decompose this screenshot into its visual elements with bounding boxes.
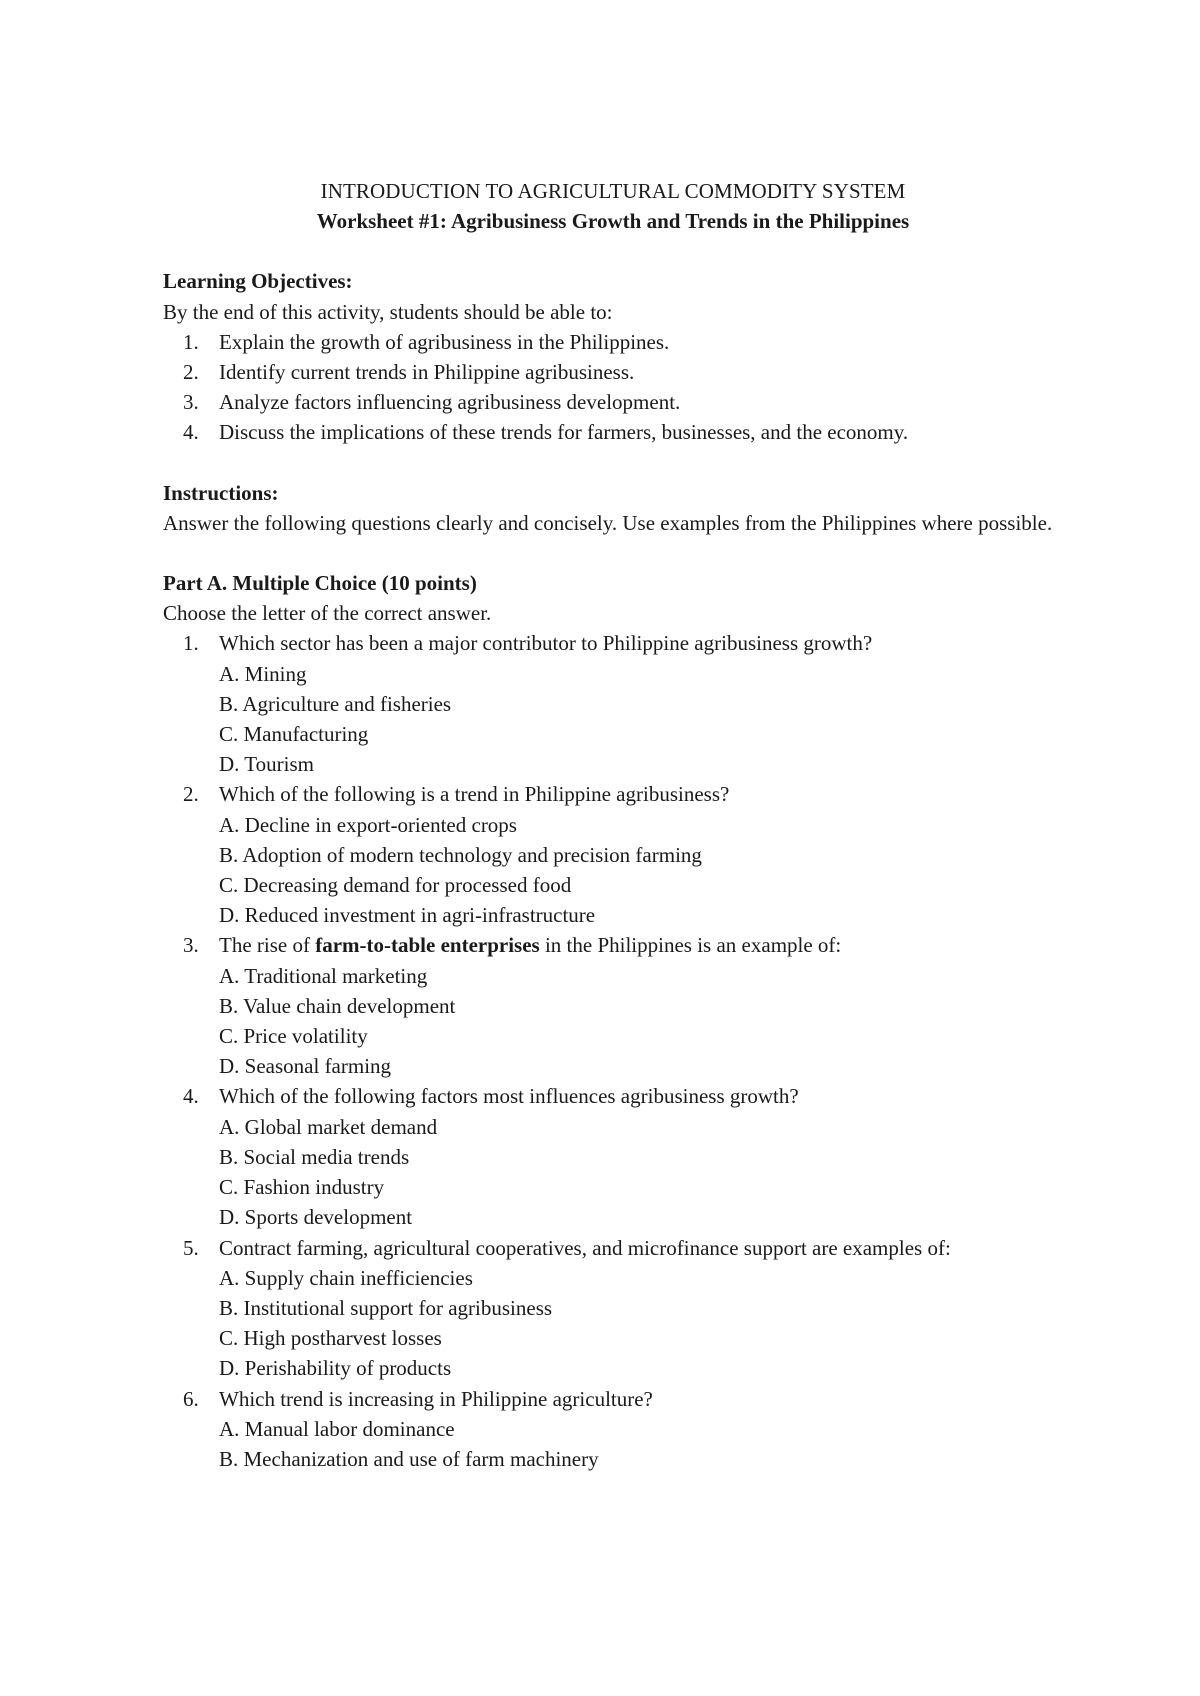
question-item: 5. Contract farming, agricultural cooperatives, and microfinance support are examples of: A. Supply chain inefficiencies B. Institutional support for agribusiness C. High postharvest losses D. Perishability of products (163, 1233, 1063, 1384)
answer-option: B. Institutional support for agribusiness (219, 1295, 553, 1320)
answer-option: C. Decreasing demand for processed food (219, 873, 572, 898)
objectives-list (163, 327, 1063, 448)
answer-option: B. Value chain development (219, 993, 456, 1018)
question-text: Which of the following factors most influences agribusiness growth? (219, 1084, 799, 1109)
instructions-heading: Instructions: (163, 480, 279, 505)
objectives-intro: By the end of this activity, students should be able to: (163, 299, 613, 324)
answer-option: D. Perishability of products (219, 1356, 452, 1381)
question-text: Contract farming, agricultural cooperatives, and microfinance support are examples of: (219, 1235, 951, 1260)
answer-option: A. Manual labor dominance (219, 1416, 455, 1441)
worksheet-page (163, 176, 1063, 1474)
objective-item: 1. Explain the growth of agribusiness in the Philippines. (183, 329, 670, 354)
question-text: Which trend is increasing in Philippine agriculture? (219, 1386, 653, 1411)
answer-option: B. Adoption of modern technology and precision farming (219, 842, 702, 867)
question-item: 6. Which trend is increasing in Philippine agriculture? A. Manual labor dominance B. Mechanization and use of farm machinery (163, 1384, 1063, 1475)
question-text: Which of the following is a trend in Philippine agribusiness? (219, 782, 730, 807)
answer-option: A. Mining (219, 661, 307, 686)
document-title: INTRODUCTION TO AGRICULTURAL COMMODITY SYSTEM (320, 179, 906, 203)
answer-option: D. Tourism (219, 752, 314, 777)
answer-option: A. Global market demand (219, 1114, 438, 1139)
answer-option: B. Social media trends (219, 1144, 410, 1169)
answer-option: A. Decline in export-oriented crops (219, 812, 517, 837)
worksheet-subtitle: Worksheet #1: Agribusiness Growth and Trends in the Philippines (316, 209, 910, 234)
answer-option: C. Manufacturing (219, 722, 369, 747)
answer-option: D. Sports development (219, 1205, 413, 1230)
answer-option: A. Traditional marketing (219, 963, 428, 988)
answer-option: C. Price volatility (219, 1024, 368, 1049)
part-a-questions (163, 628, 1063, 1474)
objective-item: 2. Identify current trends in Philippine agribusiness. (183, 360, 635, 385)
answer-option: C. Fashion industry (219, 1175, 385, 1200)
part-a-heading: Part A. Multiple Choice (10 points) (163, 571, 477, 596)
instructions-text: Answer the following questions clearly and concisely. Use examples from the Philippines where possible. (163, 510, 1053, 535)
answer-option: C. High postharvest losses (219, 1326, 442, 1351)
objective-item: 3. Analyze factors influencing agribusiness development. (183, 390, 681, 415)
question-item: 2. Which of the following is a trend in Philippine agribusiness? A. Decline in export-oriented crops B. Adoption of modern technology and precision farming C. Decreasing demand for processed food D. Reduced investment in agri-infrastructure (163, 779, 1063, 930)
question-item: 1. Which sector has been a major contributor to Philippine agribusiness growth? A. Mining B. Agriculture and fisheries C. Manufacturing D. Tourism (163, 628, 1063, 779)
question-text: Which sector has been a major contributor to Philippine agribusiness growth? (219, 631, 873, 656)
question-item: 4. Which of the following factors most influences agribusiness growth? A. Global market demand B. Social media trends C. Fashion industry D. Sports development (163, 1081, 1063, 1232)
answer-option: D. Seasonal farming (219, 1054, 392, 1079)
answer-option: A. Supply chain inefficiencies (219, 1265, 473, 1290)
question-text: The rise of farm-to-table enterprises in the Philippines is an example of: (219, 933, 842, 958)
bold-phrase: farm-to-table enterprises (315, 933, 540, 958)
part-a-intro: Choose the letter of the correct answer. (163, 601, 492, 626)
objectives-heading: Learning Objectives: (163, 269, 353, 294)
answer-option: B. Agriculture and fisheries (219, 691, 452, 716)
answer-option: D. Reduced investment in agri-infrastructure (219, 903, 596, 928)
objective-item: 4. Discuss the implications of these trends for farmers, businesses, and the economy. (183, 420, 909, 445)
question-item: 3. The rise of farm-to-table enterprises in the Philippines is an example of: A. Traditional marketing B. Value chain development C. Price volatility D. Seasonal farming (163, 930, 1063, 1081)
answer-option: B. Mechanization and use of farm machinery (219, 1446, 599, 1471)
